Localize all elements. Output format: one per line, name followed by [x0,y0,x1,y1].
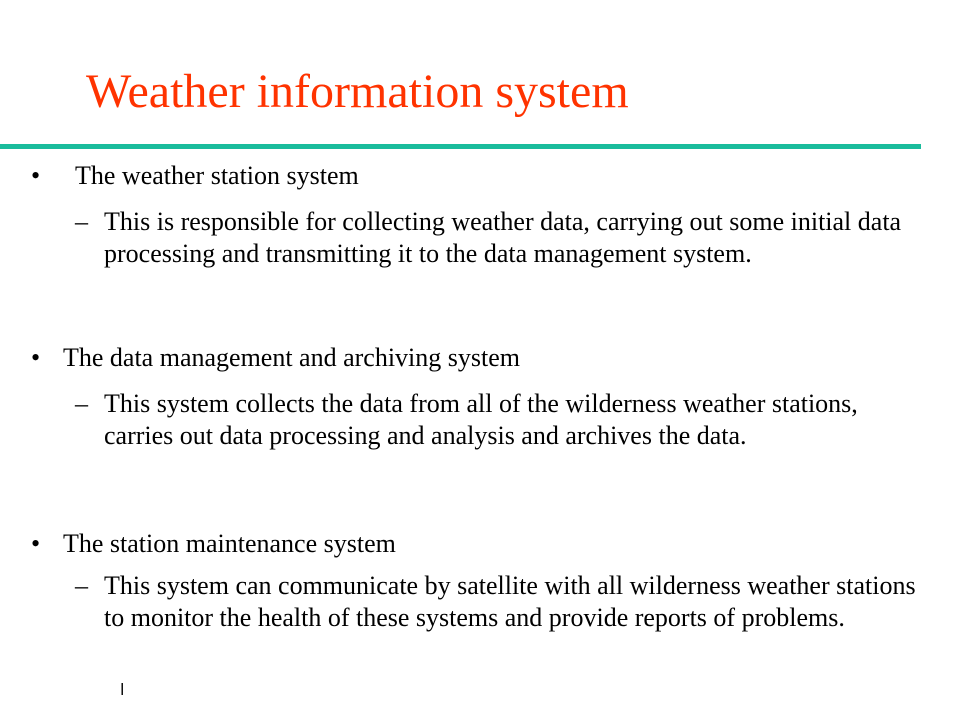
title-divider [0,144,921,149]
sub-bullet-marker: – [75,571,88,600]
slide-title: Weather information system [86,65,629,118]
bullet-heading: The data management and archiving system [63,343,521,372]
bullet-heading: The weather station system [75,161,359,190]
sub-bullet-text: This system can communicate by satellite with all wilderness weather stations to monitor the health of these systems and provide reports of problems. [104,571,916,632]
sub-bullet-marker: – [75,207,88,236]
sub-bullet-text: This is responsible for collecting weather data, carrying out some initial data processing and transmitting it to the data management system. [104,207,902,268]
bullet-marker: • [31,161,41,190]
bullet-heading: The station maintenance system [63,529,396,558]
footer-mark: l [120,680,125,699]
sub-bullet-marker: – [75,389,88,418]
bullet-marker: • [31,529,41,558]
bullet-marker: • [31,343,41,372]
sub-bullet-text: This system collects the data from all of the wilderness weather stations, carries out data processing and analysis and archives the data. [104,389,858,450]
